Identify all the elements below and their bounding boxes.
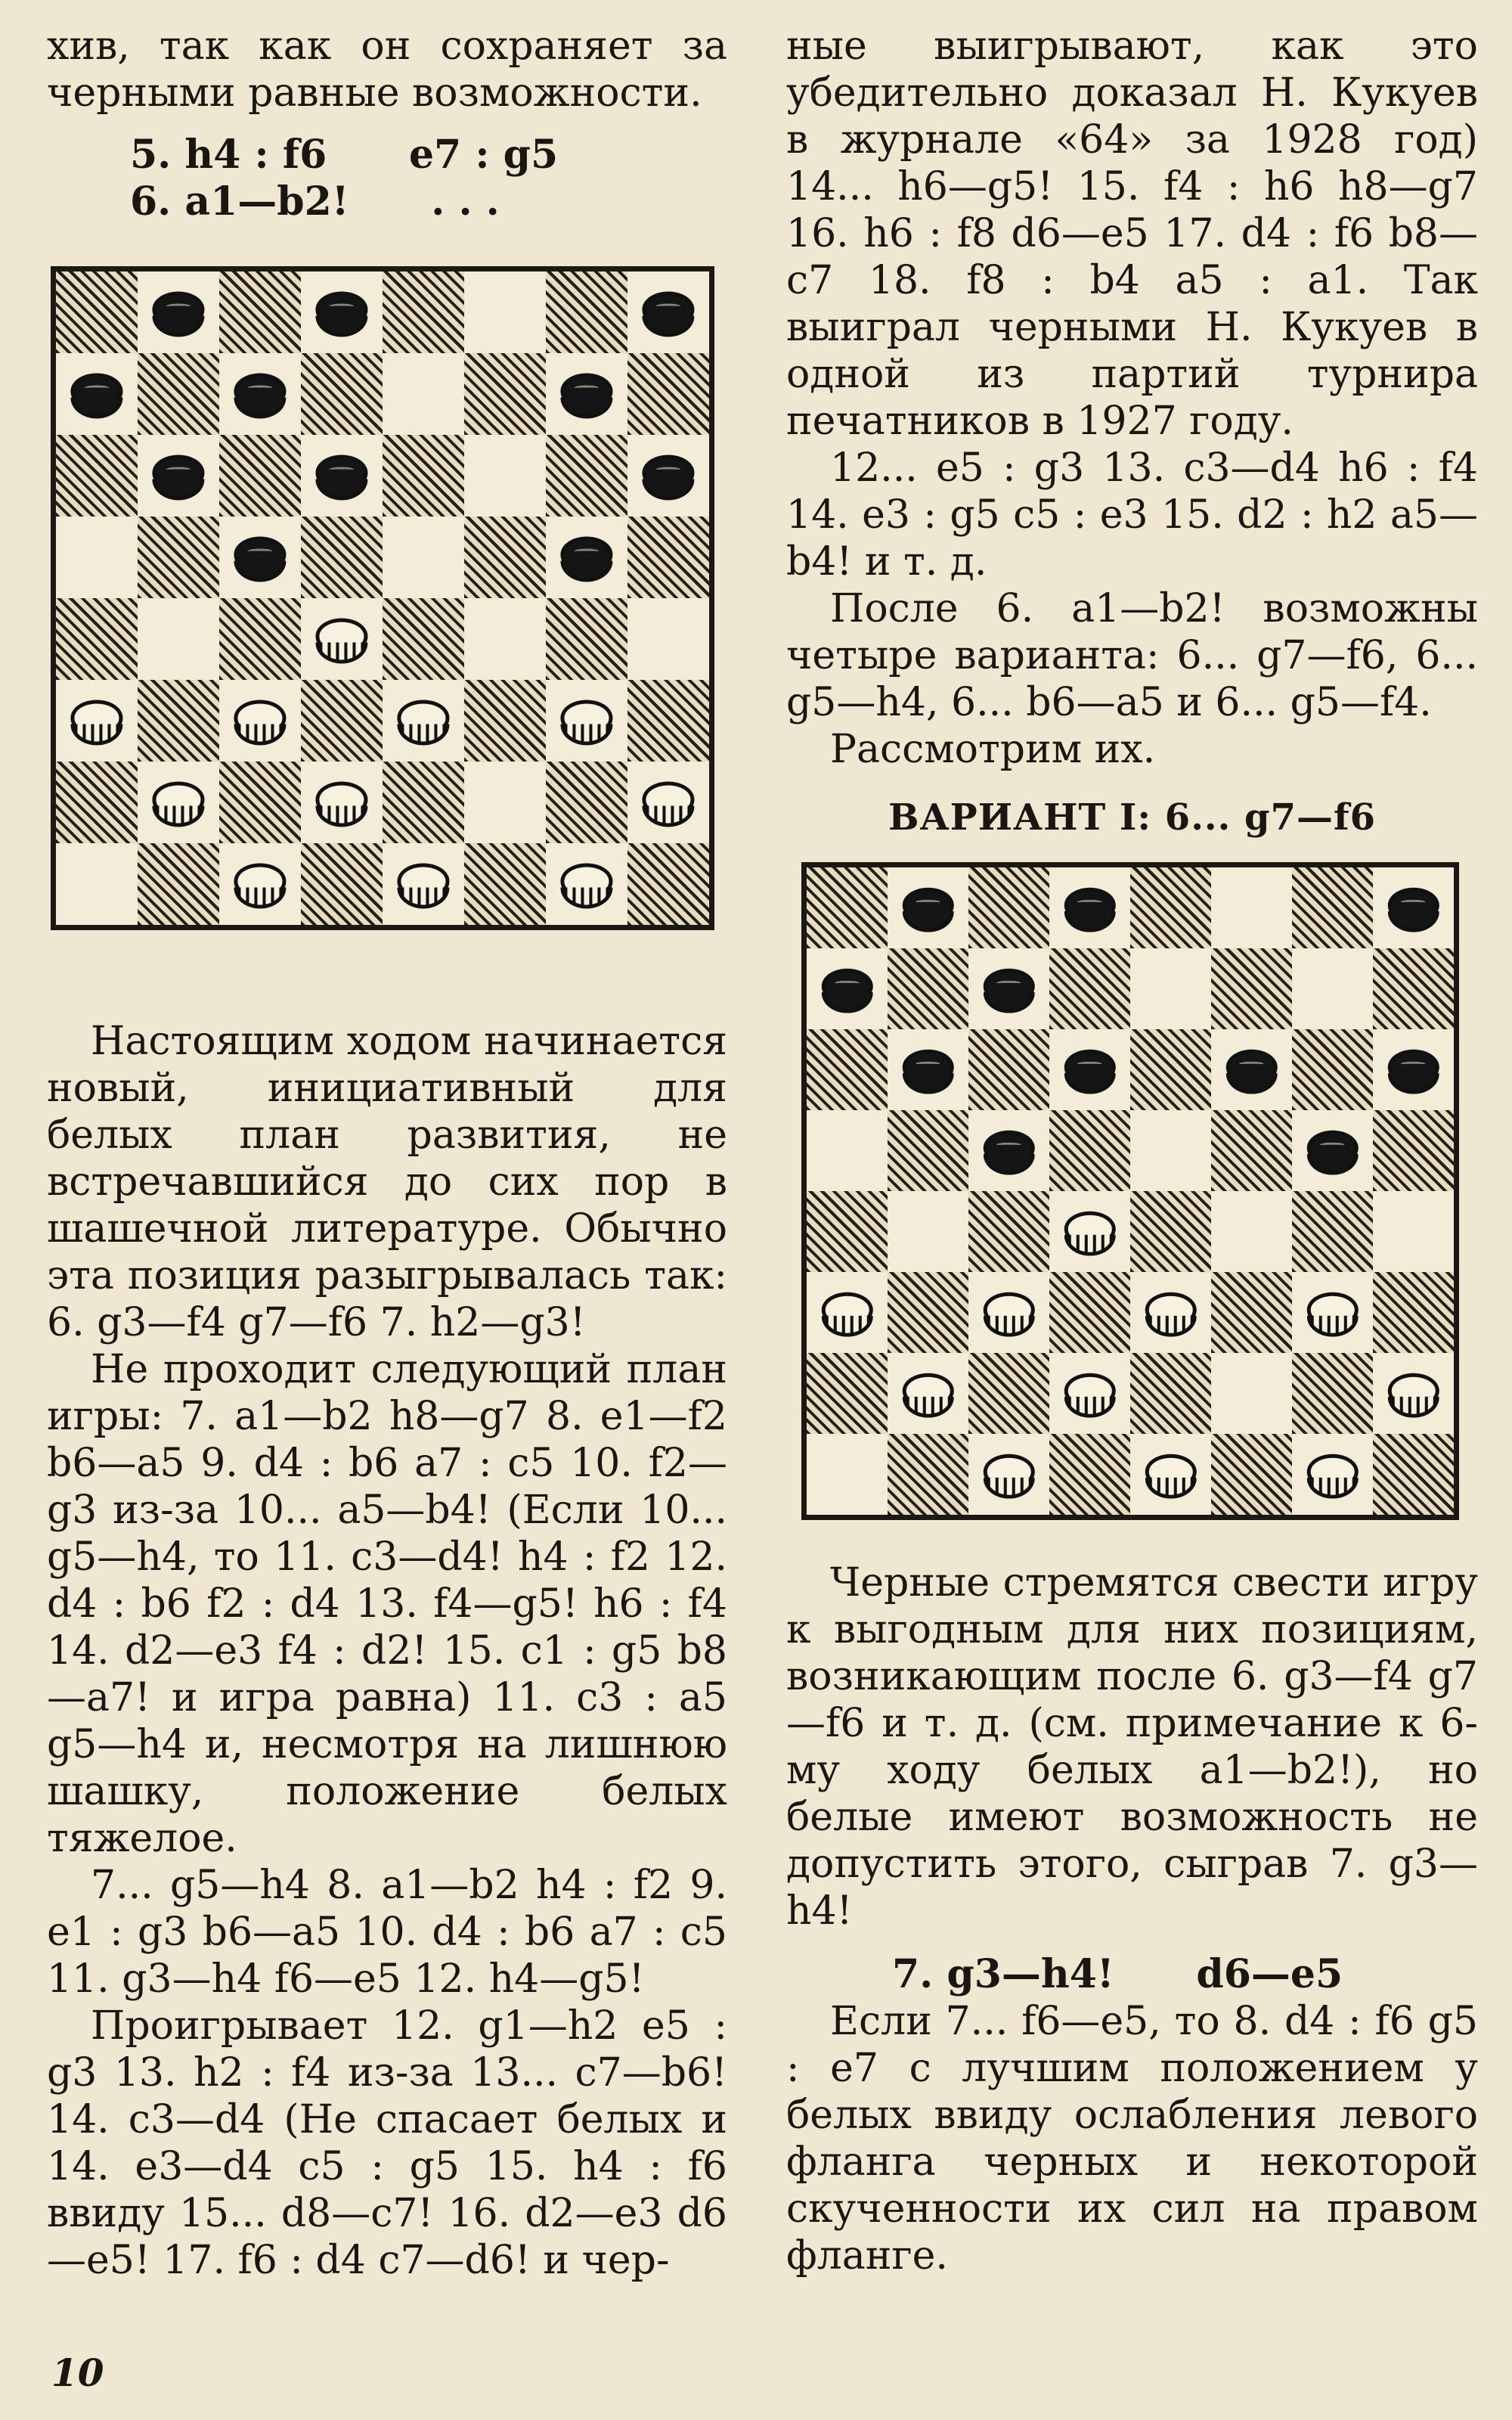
black-checker-piece bbox=[1064, 887, 1115, 923]
white-checker-piece bbox=[821, 1292, 872, 1327]
black-checker-piece bbox=[983, 1130, 1034, 1165]
board-square-d1 bbox=[301, 843, 383, 925]
white-checker-piece bbox=[642, 781, 694, 818]
board-square-e4 bbox=[1130, 1191, 1211, 1272]
board-square-f7 bbox=[1211, 948, 1292, 1029]
white-checker-piece bbox=[397, 700, 449, 736]
text-paragraph: Рассмотрим их. bbox=[830, 727, 1156, 772]
board-square-c1 bbox=[219, 843, 301, 925]
board-square-d7 bbox=[1049, 948, 1130, 1029]
board-square-d2 bbox=[1049, 1353, 1130, 1434]
board-square-c5 bbox=[219, 517, 301, 598]
black-checker-piece bbox=[152, 455, 204, 491]
black-checker-piece bbox=[821, 968, 872, 1004]
white-checker-piece bbox=[234, 700, 286, 736]
black-checker-piece bbox=[152, 291, 204, 327]
board-square-h7 bbox=[1373, 948, 1454, 1029]
white-checker-piece bbox=[1064, 1373, 1115, 1408]
board-square-b2 bbox=[888, 1353, 968, 1434]
board-square-e3 bbox=[383, 680, 464, 762]
board-square-g3 bbox=[546, 680, 627, 762]
board-square-g6 bbox=[1292, 1029, 1373, 1110]
board-square-a1 bbox=[807, 1434, 888, 1515]
board-square-a5 bbox=[56, 517, 138, 598]
board-square-b6 bbox=[888, 1029, 968, 1110]
board-square-b7 bbox=[888, 948, 968, 1029]
board-square-h8 bbox=[627, 271, 709, 353]
white-checker-piece bbox=[152, 781, 204, 818]
board-square-h3 bbox=[627, 680, 709, 762]
board-square-a7 bbox=[56, 353, 138, 435]
board-square-a2 bbox=[56, 762, 138, 843]
board-square-a8 bbox=[56, 271, 138, 353]
board-square-h3 bbox=[1373, 1272, 1454, 1353]
board-square-h1 bbox=[1373, 1434, 1454, 1515]
board-square-d6 bbox=[301, 435, 383, 517]
board-square-h7 bbox=[627, 353, 709, 435]
board-square-a4 bbox=[56, 598, 138, 680]
board-square-a5 bbox=[807, 1110, 888, 1191]
board-square-c2 bbox=[968, 1353, 1049, 1434]
white-checker-piece bbox=[1306, 1454, 1358, 1489]
white-checker-piece bbox=[1145, 1454, 1196, 1489]
board-square-d2 bbox=[301, 762, 383, 843]
white-checker-piece bbox=[1145, 1292, 1196, 1327]
board-square-a8 bbox=[807, 867, 888, 948]
board-square-b4 bbox=[888, 1191, 968, 1272]
black-checker-piece bbox=[1387, 1049, 1439, 1084]
board-square-b3 bbox=[888, 1272, 968, 1353]
board-square-g7 bbox=[1292, 948, 1373, 1029]
board-square-b5 bbox=[138, 517, 219, 598]
board-square-d4 bbox=[1049, 1191, 1130, 1272]
board-square-g4 bbox=[546, 598, 627, 680]
board-square-e7 bbox=[383, 353, 464, 435]
board-square-g3 bbox=[1292, 1272, 1373, 1353]
board-square-c1 bbox=[968, 1434, 1049, 1515]
board-square-b1 bbox=[138, 843, 219, 925]
board-square-e1 bbox=[383, 843, 464, 925]
black-checker-piece bbox=[560, 373, 612, 409]
text-paragraph: Черные стремятся свести игру к выгодным для них позициям, возникающим после 6. g3—f4 g7—f6 и т. д. (см. примечание к 6-му ходу белых a1—b2!), но белые имеют возможность не допустить этого, сыграв 7. g3—h4! bbox=[786, 1560, 1478, 1934]
white-checker-piece bbox=[70, 700, 122, 736]
board-square-d5 bbox=[1049, 1110, 1130, 1191]
board-square-b2 bbox=[138, 762, 219, 843]
board-square-d8 bbox=[301, 271, 383, 353]
board-square-g5 bbox=[546, 517, 627, 598]
black-checker-piece bbox=[1225, 1049, 1277, 1084]
section-heading: ВАРИАНТ I: 6... g7—f6 bbox=[888, 796, 1377, 839]
board-square-c8 bbox=[968, 867, 1049, 948]
board-square-c4 bbox=[219, 598, 301, 680]
board-square-h4 bbox=[627, 598, 709, 680]
black-checker-piece bbox=[1306, 1130, 1358, 1165]
text-paragraph: хив, так как он сохраняет за черными равные возможности. bbox=[47, 23, 727, 116]
board-square-e3 bbox=[1130, 1272, 1211, 1353]
board-square-f3 bbox=[1211, 1272, 1292, 1353]
board-square-f8 bbox=[1211, 867, 1292, 948]
white-checker-piece bbox=[397, 863, 449, 899]
move-line: 7. g3—h4! d6—e5 bbox=[892, 1951, 1343, 1997]
black-checker-piece bbox=[560, 536, 612, 572]
board-square-a3 bbox=[807, 1272, 888, 1353]
board-square-g4 bbox=[1292, 1191, 1373, 1272]
board-square-b3 bbox=[138, 680, 219, 762]
board-square-c2 bbox=[219, 762, 301, 843]
board-square-f3 bbox=[464, 680, 546, 762]
board-square-d6 bbox=[1049, 1029, 1130, 1110]
board-square-d8 bbox=[1049, 867, 1130, 948]
board-square-f7 bbox=[464, 353, 546, 435]
text-paragraph: 12... e5 : g3 13. c3—d4 h6 : f4 14. e3 : g5 c5 : e3 15. d2 : h2 a5—b4! и т. д. bbox=[786, 445, 1478, 585]
board-square-d3 bbox=[301, 680, 383, 762]
board-square-c3 bbox=[219, 680, 301, 762]
board-square-e5 bbox=[383, 517, 464, 598]
white-checker-piece bbox=[315, 781, 367, 818]
board-square-f2 bbox=[1211, 1353, 1292, 1434]
board-square-h6 bbox=[1373, 1029, 1454, 1110]
move-line: 5. h4 : f6 e7 : g5 bbox=[130, 132, 559, 178]
board-square-c5 bbox=[968, 1110, 1049, 1191]
board-square-g1 bbox=[1292, 1434, 1373, 1515]
board-square-b7 bbox=[138, 353, 219, 435]
board-square-f5 bbox=[1211, 1110, 1292, 1191]
board-square-e2 bbox=[1130, 1353, 1211, 1434]
text-paragraph: После 6. a1—b2! возможны четыре варианта: 6... g7—f6, 6... g5—h4, 6... b6—a5 и 6... g5—f4. bbox=[786, 586, 1478, 725]
board-square-h5 bbox=[627, 517, 709, 598]
black-checker-piece bbox=[315, 291, 367, 327]
board-square-b6 bbox=[138, 435, 219, 517]
board-square-g8 bbox=[1292, 867, 1373, 948]
board-square-f1 bbox=[1211, 1434, 1292, 1515]
board-square-h1 bbox=[627, 843, 709, 925]
board-square-f1 bbox=[464, 843, 546, 925]
board-square-g7 bbox=[546, 353, 627, 435]
board-square-c7 bbox=[219, 353, 301, 435]
board-square-g1 bbox=[546, 843, 627, 925]
board-square-g8 bbox=[546, 271, 627, 353]
text-paragraph: Настоящим ходом начинается новый, инициативный для белых план развития, не встречавшийся до сих пор в шашечной литературе. Обычно эта позиция разыгрывалась так: 6. g3—f4 g7—f6 7. h2—g3! bbox=[47, 1019, 727, 1345]
board-square-f5 bbox=[464, 517, 546, 598]
board-square-a6 bbox=[807, 1029, 888, 1110]
left-column bbox=[47, 23, 727, 2284]
board-square-h2 bbox=[627, 762, 709, 843]
move-line: 6. a1—b2! . . . bbox=[130, 178, 500, 225]
board-square-a3 bbox=[56, 680, 138, 762]
board-square-e4 bbox=[383, 598, 464, 680]
white-checker-piece bbox=[902, 1373, 953, 1408]
text-paragraph: Не проходит следующий план игры: 7. a1—b2 h8—g7 8. e1—f2 b6—a5 9. d4 : b6 a7 : c5 10. f2—g3 из-за 10... a5—b4! (Если 10... g5—h4, то 11. c3—d4! h4 : f2 12. d4 : b6 f2 : d4 13. f4—g5! h6 : f4 14. d2—e3 f4 : d2! 15. c1 : g5 b8—a7! и игра равна) 11. c3 : a5 g5—h4 и, несмотря на лишнюю шашку, положение белых тяжелое. bbox=[47, 1347, 727, 1861]
board-square-f2 bbox=[464, 762, 546, 843]
text-paragraph: ные выигрывают, как это убедительно доказал Н. Кукуев в журнале «64» за 1928 год) 14... h6—g5! 15. f4 : h6 h8—g7 16. h6 : f8 d6—e5 17. d4 : f6 b8—c7 18. f8 : b4 a5 : a1. Так выиграл черными Н. Кукуев в одной из партий турнира печатников в 1927 году. bbox=[786, 23, 1478, 444]
board-square-b1 bbox=[888, 1434, 968, 1515]
right-column bbox=[786, 23, 1478, 2279]
white-checker-piece bbox=[234, 863, 286, 899]
board-square-h8 bbox=[1373, 867, 1454, 948]
board-square-a1 bbox=[56, 843, 138, 925]
board-square-d4 bbox=[301, 598, 383, 680]
board-square-a7 bbox=[807, 948, 888, 1029]
board-square-d1 bbox=[1049, 1434, 1130, 1515]
board-square-e6 bbox=[383, 435, 464, 517]
black-checker-piece bbox=[1064, 1049, 1115, 1084]
board-square-d7 bbox=[301, 353, 383, 435]
board-square-b4 bbox=[138, 598, 219, 680]
board-square-c8 bbox=[219, 271, 301, 353]
board-square-e7 bbox=[1130, 948, 1211, 1029]
black-checker-piece bbox=[983, 968, 1034, 1004]
board-square-h2 bbox=[1373, 1353, 1454, 1434]
checkers-board-diagram bbox=[51, 266, 714, 930]
board-square-f8 bbox=[464, 271, 546, 353]
white-checker-piece bbox=[1306, 1292, 1358, 1327]
board-square-g2 bbox=[546, 762, 627, 843]
black-checker-piece bbox=[234, 536, 286, 572]
board-square-e5 bbox=[1130, 1110, 1211, 1191]
white-checker-piece bbox=[560, 863, 612, 899]
black-checker-piece bbox=[315, 455, 367, 491]
white-checker-piece bbox=[1064, 1211, 1115, 1246]
board-square-b8 bbox=[138, 271, 219, 353]
board-square-c7 bbox=[968, 948, 1049, 1029]
text-paragraph: Проигрывает 12. g1—h2 e5 : g3 13. h2 : f4 из-за 13... c7—b6! 14. c3—d4 (Не спасает белых и 14. e3—d4 c5 : g5 15. h4 : f6 ввиду 15... d8—c7! 16. d2—e3 d6—e5! 17. f6 : d4 c7—d6! и чер- bbox=[47, 2003, 727, 2283]
board-square-e2 bbox=[383, 762, 464, 843]
text-paragraph: Если 7... f6—e5, то 8. d4 : f6 g5 : e7 с лучшим положением у белых ввиду ослабления левого фланга черных и некоторой скученности их сил на правом фланге. bbox=[786, 1999, 1478, 2279]
board-square-f6 bbox=[464, 435, 546, 517]
board-square-e8 bbox=[383, 271, 464, 353]
white-checker-piece bbox=[983, 1454, 1034, 1489]
white-checker-piece bbox=[983, 1292, 1034, 1327]
black-checker-piece bbox=[70, 373, 122, 409]
black-checker-piece bbox=[902, 887, 953, 923]
white-checker-piece bbox=[560, 700, 612, 736]
board-square-c4 bbox=[968, 1191, 1049, 1272]
board-square-h4 bbox=[1373, 1191, 1454, 1272]
board-square-e6 bbox=[1130, 1029, 1211, 1110]
black-checker-piece bbox=[1387, 887, 1439, 923]
board-square-f6 bbox=[1211, 1029, 1292, 1110]
board-square-e8 bbox=[1130, 867, 1211, 948]
board-square-h5 bbox=[1373, 1110, 1454, 1191]
board-square-g2 bbox=[1292, 1353, 1373, 1434]
board-square-d5 bbox=[301, 517, 383, 598]
white-checker-piece bbox=[315, 618, 367, 654]
board-square-e1 bbox=[1130, 1434, 1211, 1515]
board-square-c6 bbox=[968, 1029, 1049, 1110]
board-square-a2 bbox=[807, 1353, 888, 1434]
white-checker-piece bbox=[1387, 1373, 1439, 1408]
black-checker-piece bbox=[642, 291, 694, 327]
board-square-h6 bbox=[627, 435, 709, 517]
board-square-c6 bbox=[219, 435, 301, 517]
text-paragraph: 7... g5—h4 8. a1—b2 h4 : f2 9. e1 : g3 b6—a5 10. d4 : b6 a7 : c5 11. g3—h4 f6—e5 12. h4—g5! bbox=[47, 1863, 727, 2002]
black-checker-piece bbox=[642, 455, 694, 491]
board-square-c3 bbox=[968, 1272, 1049, 1353]
checkers-board-diagram bbox=[801, 862, 1459, 1520]
board-square-f4 bbox=[464, 598, 546, 680]
page-number: 10 bbox=[51, 2350, 104, 2395]
board-square-a6 bbox=[56, 435, 138, 517]
board-square-f4 bbox=[1211, 1191, 1292, 1272]
board-square-g5 bbox=[1292, 1110, 1373, 1191]
board-square-d3 bbox=[1049, 1272, 1130, 1353]
board-square-b5 bbox=[888, 1110, 968, 1191]
board-square-a4 bbox=[807, 1191, 888, 1272]
board-square-b8 bbox=[888, 867, 968, 948]
board-square-g6 bbox=[546, 435, 627, 517]
black-checker-piece bbox=[234, 373, 286, 409]
black-checker-piece bbox=[902, 1049, 953, 1084]
